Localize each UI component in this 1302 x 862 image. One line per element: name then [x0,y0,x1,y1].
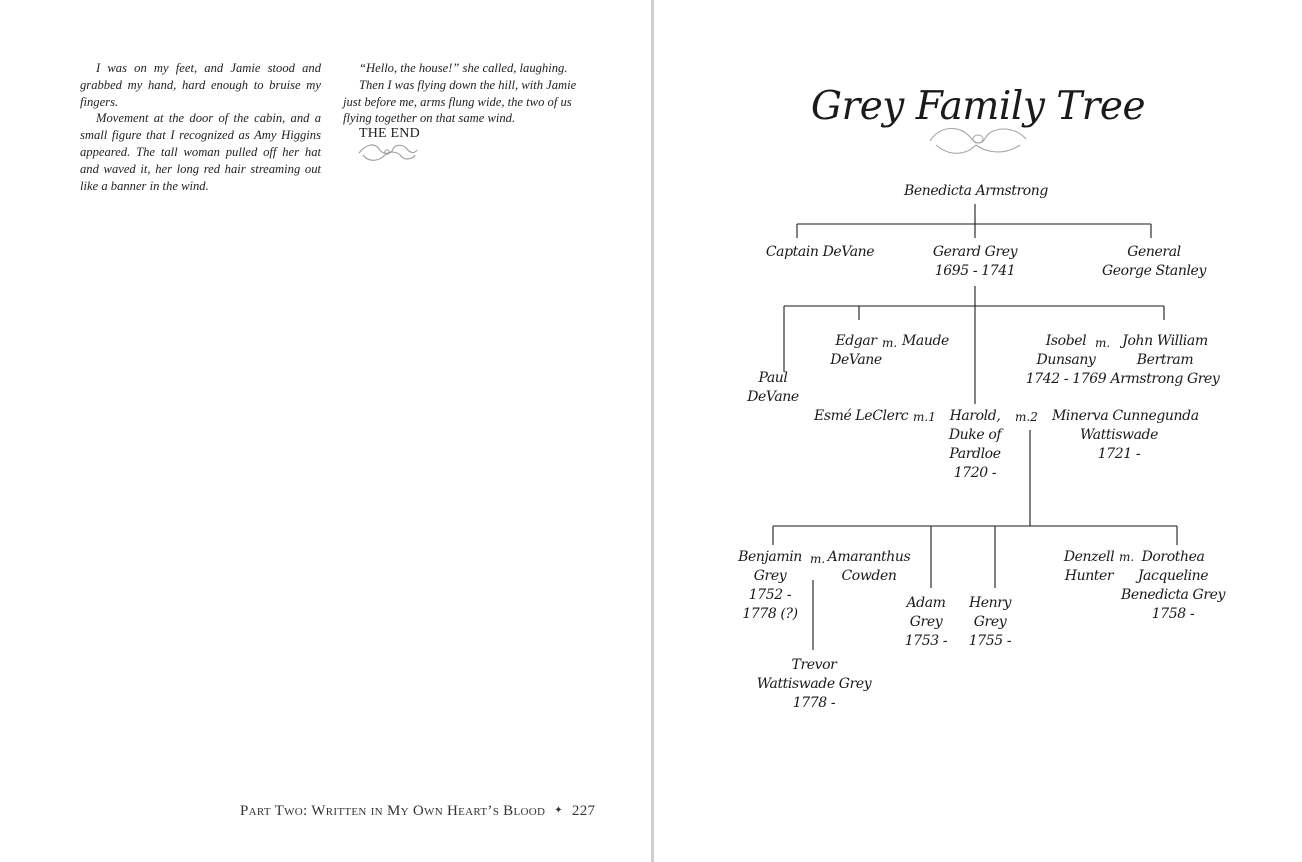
person-name: Jacqueline [1137,568,1209,584]
right-page [654,0,1302,862]
person-name: Armstrong Grey [1110,371,1220,387]
flourish-ornament-icon [357,141,419,165]
person-name: Benedicta Grey [1120,587,1226,603]
person-maude [902,332,949,351]
person-minerva-wattiswade [1052,407,1199,464]
person-gerard-grey [922,243,1028,281]
person-amaranthus-cowden [826,548,912,586]
person-name: DeVane [830,352,882,368]
person-dates: 1778 - [792,695,836,711]
person-john-grey [1110,332,1220,389]
footer-separator-icon: ✦ [554,805,563,816]
paragraph: “Hello, the house!” she called, laughing. [359,61,568,75]
person-name: Benjamin [738,549,802,565]
marriage-label: m. [1119,550,1135,564]
person-name: George Stanley [1102,263,1206,279]
person-esme-leclerc [814,407,908,426]
the-end-heading: THE END [359,126,420,141]
paragraph: I was on my feet, and Jamie stood and grabbed my hand, hard enough to bruise my fingers. [80,61,321,109]
person-name: DeVane [747,389,799,405]
person-name: Bertram [1136,352,1194,368]
marriage-label: m.2 [1015,410,1038,424]
person-dorothea-grey [1118,548,1228,624]
person-name: Wattiswade [1079,427,1158,443]
marriage-label: m.1 [913,410,936,424]
person-dates: 1753 - [904,633,948,649]
person-paul-devane [738,369,808,407]
person-name: John William [1122,333,1208,349]
person-name: Dorothea [1141,549,1205,565]
person-dates: 1721 - [1097,446,1141,462]
person-name: Wattiswade Grey [756,676,872,692]
person-benedicta-armstrong [896,182,1056,201]
person-harold-duke-of-pardloe [942,407,1008,483]
person-name: Grey [753,568,787,584]
running-head: Part Two: Written in My Own Heart’s Blood [240,803,546,819]
person-name: Esmé LeClerc [814,408,909,424]
person-name: Henry [968,595,1012,611]
person-adam-grey [896,594,956,651]
person-dates: 1720 - [953,465,997,481]
person-name: Hunter [1064,568,1114,584]
person-name: Trevor [791,657,837,673]
person-name: Grey [973,614,1007,630]
page-number: 227 [571,803,596,819]
person-captain-devane [758,243,882,262]
person-dates: 1695 - 1741 [934,263,1016,279]
person-name: Grey [909,614,943,630]
person-dates: 1755 - [968,633,1012,649]
marriage-label: m. [1095,336,1111,350]
person-name: Duke of [948,427,1002,443]
person-name: Paul [758,370,788,386]
person-dates: 1778 (?) [742,606,798,622]
person-name: Captain DeVane [765,244,875,260]
person-name: Benedicta Armstrong [904,183,1048,199]
person-henry-grey [960,594,1020,651]
person-name: Edgar [835,333,877,349]
marriage-label: m. [882,336,898,350]
running-footer [240,803,595,820]
person-denzell-hunter [1056,548,1122,586]
person-name: Gerard Grey [932,244,1018,260]
person-name: Isobel [1045,333,1087,349]
paragraph: Then I was flying down the hill, with Jamie just before me, arms flung wide, the two of us flying together on that same wind. [343,77,577,126]
person-name: Minerva Cunnegunda [1052,408,1199,424]
family-tree-title: Grey Family Tree [810,84,1146,129]
person-trevor-wattiswade-grey [754,656,874,713]
person-name: Harold, [949,408,1001,424]
paragraph: Movement at the door of the cabin, and a small figure that I recognized as Amy Higgins appeared. The tall woman pulled off her hat and waved it, her long red hair streaming out like a banner in the wind. [80,111,321,193]
text-column-1 [80,60,321,194]
person-name: Amaranthus [827,549,911,565]
person-edgar-devane [824,332,888,370]
marriage-label: m. [810,552,826,566]
person-name: Cowden [841,568,897,584]
person-george-stanley [1094,243,1214,281]
person-dates: 1758 - [1151,606,1195,622]
person-benjamin-grey [736,548,804,624]
person-name: Denzell [1063,549,1115,565]
person-name: Dunsany [1036,352,1096,368]
person-name: Adam [906,595,946,611]
person-name: General [1127,244,1181,260]
person-name: Pardloe [949,446,1001,462]
text-column-2 [343,60,587,127]
person-name: Maude [902,333,949,349]
person-dates: 1752 - [748,587,792,603]
person-dates: 1742 - 1769 [1025,371,1107,387]
